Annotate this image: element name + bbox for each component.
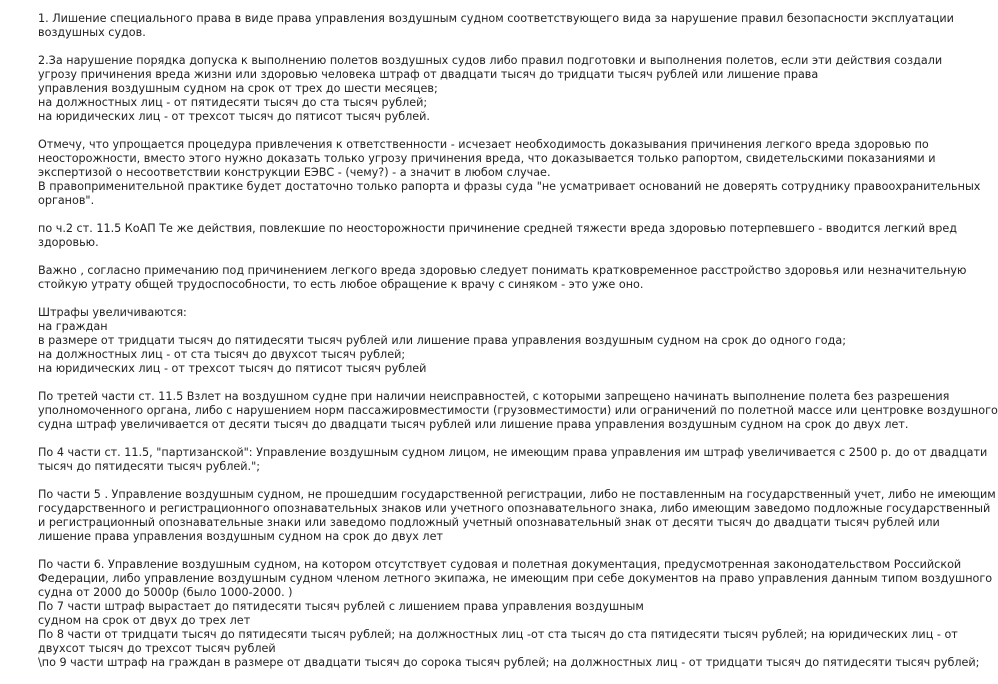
text-line: По 8 части от тридцати тысяч до пятидесяти тысяч рублей; на должностных лиц -от ста тысяч до ста пятидесяти тысяч рублей; на юридических лиц - от [38,628,958,641]
paragraph-6 [38,306,980,376]
paragraph-8 [38,446,988,474]
paragraph-3 [38,138,980,208]
text-line: на юридических лиц - от трехсот тысяч до пятисот тысяч рублей. [38,110,430,123]
paragraph-4 [38,222,980,250]
text-line: По 7 части штраф вырастает до пятидесяти тысяч рублей с лишением права управления воздушным [38,600,644,613]
text-line: двухсот тысяч до трехсот тысяч рублей [38,642,276,655]
text-line: управления воздушным судном на срок от трех до шести месяцев; [38,82,438,95]
text-line: Отмечу, что упрощается процедура привлечения к ответственности - исчезает необходимость доказывания причинения легкого вреда здоровью по [38,138,929,151]
text-line: экспертизой о несоответствии конструкции ЕЭВС - (чему?) - а значит в любом случае. [38,166,551,179]
text-line: По части 5 . Управление воздушным судном, не прошедшим государственной регистрации, либо не поставленным на государственный учет, либо не имеющим [38,488,996,501]
text-line: По третей части ст. 11.5 Взлет на воздушном судне при наличии неисправностей, с которыми запрещено начинать выполнение полета без разрешения [38,390,950,403]
text-line: органов". [38,194,95,207]
paragraph-5 [38,264,980,292]
text-line: По части 6. Управление воздушным судном, на котором отсутствует судовая и полетная документация, предусмотренная законодательством Российской [38,558,962,571]
text-line: на юридических лиц - от трехсот тысяч до пятисот тысяч рублей [38,362,427,375]
text-line: государственного и регистрационного опознавательных знаков или учетного опознавательного знака, либо имеющим заведомо подложные государственный [38,502,991,515]
text-line: на граждан [38,320,108,333]
document-body [38,12,998,684]
text-line: судном на срок от двух до трех лет [38,614,251,627]
text-line: воздушных судов. [38,26,146,39]
text-line: В правоприменительной практике будет достаточно только рапорта и фразы суда "не усматривает оснований не доверять сотруднику правоохранительных [38,180,981,193]
text-line: неосторожности, вместо этого нужно доказать только угрозу причинения вреда, что доказывается только рапортом, свидетельскими показаниями и [38,152,936,165]
text-line: на должностных лиц - от пятидесяти тысяч до ста тысяч рублей; [38,96,428,109]
text-line: уполномоченного органа, либо с нарушением норм пассажировместимости (грузовместимости) или ограничений по полетной массе или центровке воздушного [38,404,998,417]
paragraph-10 [38,558,993,670]
text-line: 1. Лишение специального права в виде права управления воздушным судном соответствующего вида за нарушение правил безопасности эксплуатации [38,12,954,25]
text-line: здоровью. [38,236,99,249]
paragraph-2 [38,54,980,124]
text-line: по ч.2 ст. 11.5 КоАП Те же действия, повлекшие по неосторожности причинение средней тяжести вреда здоровью потерпевшего - вводится легкий вред [38,222,957,235]
text-line: лишение права управления воздушным судном на срок до двух лет [38,530,443,543]
text-line: на должностных лиц - от ста тысяч до двухсот тысяч рублей; [38,348,406,361]
text-line: Важно , согласно примечанию под причинением легкого вреда здоровью следует понимать кратковременное расстройство здоровья или незначительную [38,264,967,277]
text-line: и регистрационный опознавательные знаки или заведомо подложный учетный опознавательный знак от десяти тысяч до двадцати тысяч рублей или [38,516,940,529]
text-line: По 4 части ст. 11.5, "партизанской": Управление воздушным судном лицом, не имеющим права управления им штраф увеличивается с 2500 р. до от двадцати [38,446,988,459]
text-line: судна от 2000 до 5000р (было 1000-2000. ) [38,586,293,599]
text-line: Федерации, либо управление воздушным судном членом летного экипажа, не имеющим при себе документов на право управления данным типом воздушного [38,572,993,585]
text-line: в размере от тридцати тысяч до пятидесяти тысяч рублей или лишение права управления воздушным судном на срок до одного года; [38,334,847,347]
text-line: \по 9 части штраф на граждан в размере от двадцати тысяч до сорока тысяч рублей; на должностных лиц - от тридцати тысяч до пятидесяти тысяч рублей; [38,656,980,669]
paragraph-1 [38,12,980,40]
text-line: 2.За нарушение порядка допуска к выполнению полетов воздушных судов либо правил подготовки и выполнения полетов, если эти действия создали [38,54,943,67]
text-line: Штрафы увеличиваются: [38,306,187,319]
paragraph-7 [38,390,998,432]
text-line: судна штраф увеличивается от десяти тысяч до двадцати тысяч рублей или лишение права управления воздушным судном на срок до двух лет. [38,418,909,431]
paragraph-9 [38,488,996,544]
text-line: тысяч до пятидесяти тысяч рублей."; [38,460,261,473]
text-line: угрозу причинения вреда жизни или здоровью человека штраф от двадцати тысяч до тридцати тысяч рублей или лишение права [38,68,819,81]
text-line: стойкую утрату общей трудоспособности, то есть любое обращение к врачу с синяком - это уже оно. [38,278,644,291]
